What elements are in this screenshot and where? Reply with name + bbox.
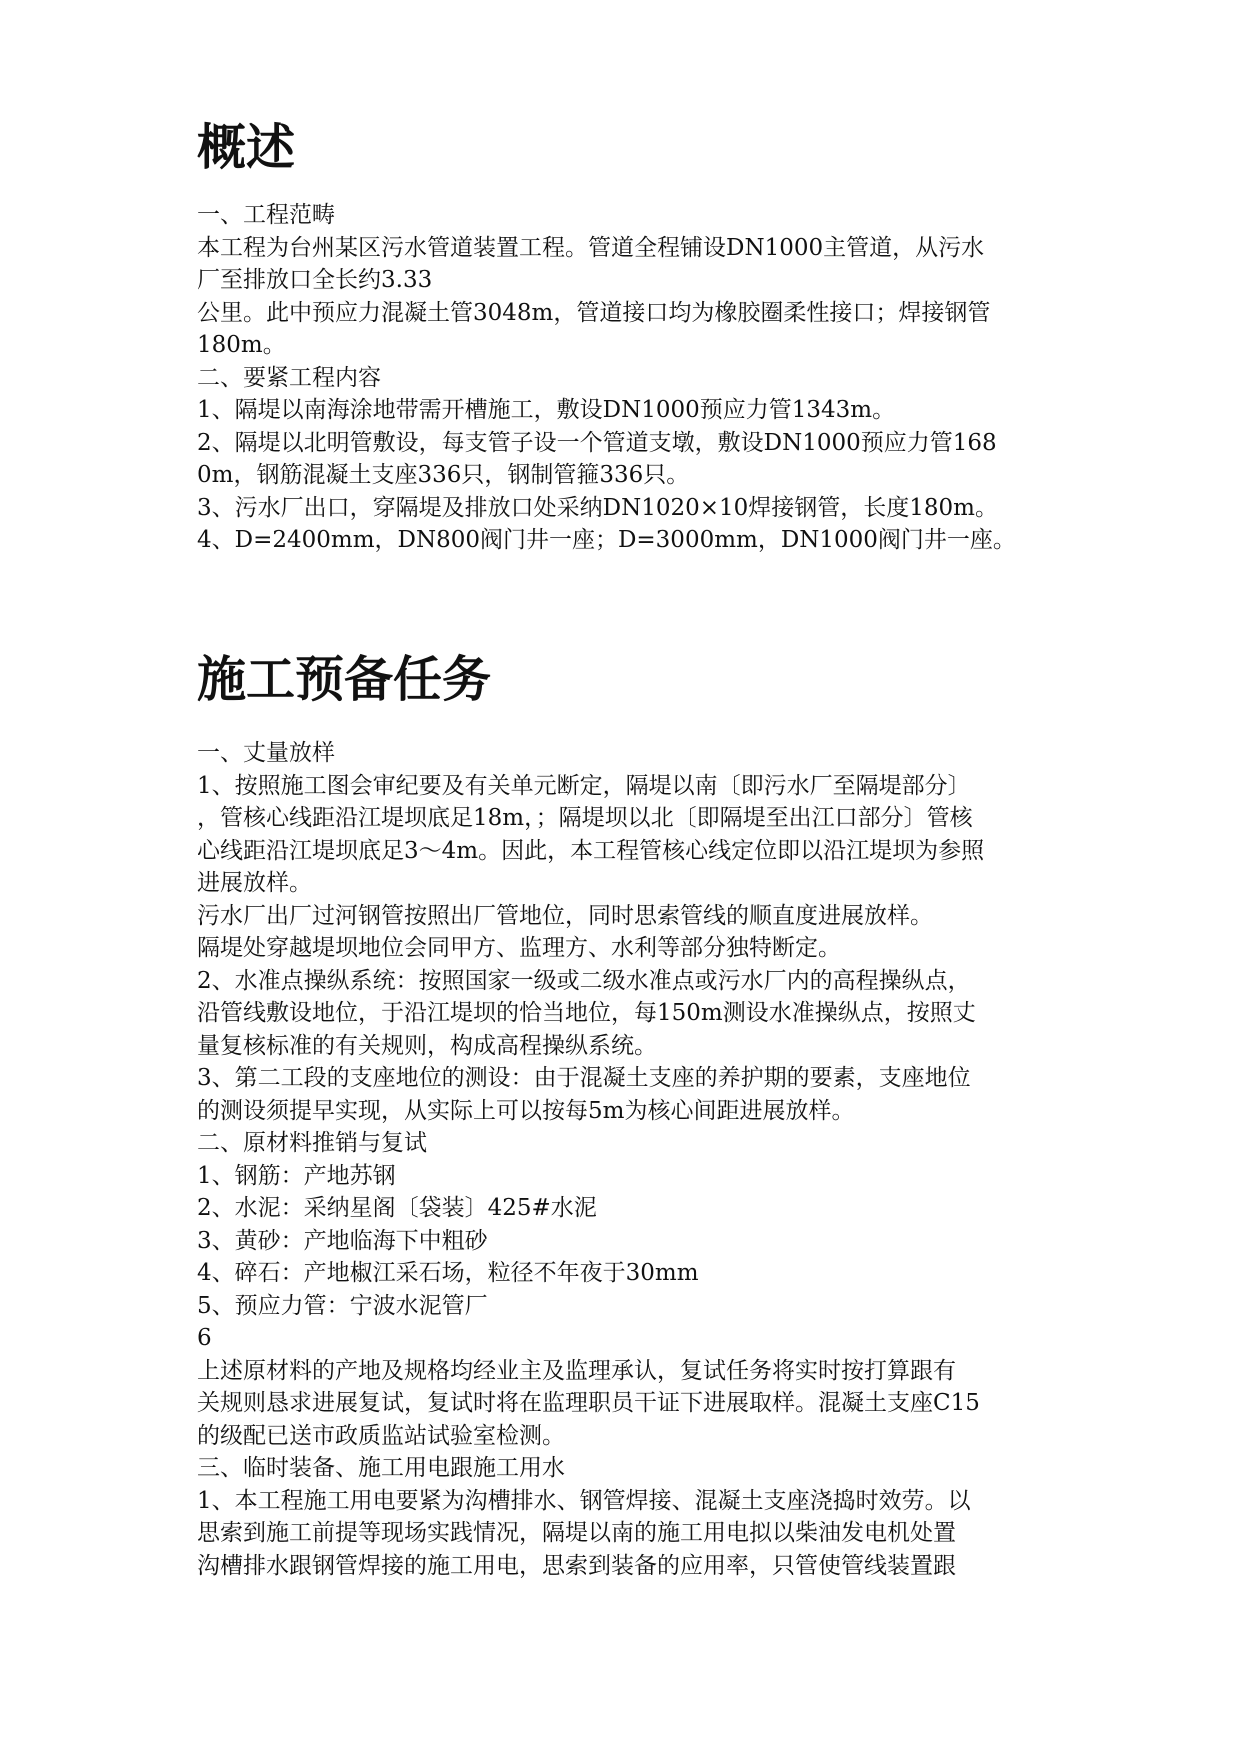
text-line: 心线距沿江堤坝底足3～4m。因此，本工程管核心线定位即以沿江堤坝为参照: [197, 837, 985, 864]
text-line: 2、水泥：采纳星阁〔袋装〕425#水泥: [197, 1195, 597, 1221]
text-line: 3、黄砂：产地临海下中粗砂: [197, 1227, 488, 1254]
text-line: 公里。此中预应力混凝土管3048m，管道接口均为橡胶圈柔性接口；焊接钢管: [197, 299, 991, 326]
section-title-preparation: 施工预备任务: [197, 651, 492, 708]
text-line: 隔堤处穿越堤坝地位会同甲方、监理方、水利等部分独特断定。: [197, 935, 841, 961]
text-line: 180m。: [197, 332, 286, 358]
section-body-preparation: [197, 737, 1057, 1582]
text-line: 3、第二工段的支座地位的测设：由于混凝土支座的养护期的要素，支座地位: [197, 1065, 971, 1091]
text-line: 本工程为台州某区污水管道装置工程。管道全程铺设DN1000主管道，从污水: [197, 234, 985, 261]
text-line: 上述原材料的产地及规格均经业主及监理承认，复试任务将实时按打算跟有: [197, 1357, 956, 1384]
text-line: 1、按照施工图会审纪要及有关单元断定，隔堤以南〔即污水厂至隔堤部分〕: [197, 772, 971, 799]
text-line: 3、污水厂出口，穿隔堤及排放口处采纳DN1020×10焊接钢管，长度180m。: [197, 494, 998, 521]
text-line: 0m，钢筋混凝土支座336只，钢制管箍336只。: [197, 462, 690, 488]
text-line: 的测设须提早实现，从实际上可以按每5m为核心间距进展放样。: [197, 1097, 855, 1124]
text-line: 一、丈量放样: [197, 740, 335, 766]
text-line: 的级配已送市政质监站试验室检测。: [197, 1422, 565, 1449]
text-line: 二、原材料推销与复试: [197, 1130, 427, 1156]
text-line: 厂至排放口全长约3.33: [197, 267, 433, 293]
text-line: 1、本工程施工用电要紧为沟槽排水、钢管焊接、混凝土支座浇捣时效劳。以: [197, 1487, 971, 1514]
text-line: 量复核标准的有关规则，构成高程操纵系统。: [197, 1032, 657, 1059]
text-line: 5、预应力管：宁波水泥管厂: [197, 1292, 488, 1319]
text-line: 2、隔堤以北明管敷设，每支管子设一个管道支墩，敷设DN1000预应力管168: [197, 429, 997, 456]
text-line: 1、隔堤以南海涂地带需开槽施工，敷设DN1000预应力管1343m。: [197, 397, 896, 423]
text-line: 1、钢筋：产地苏钢: [197, 1162, 396, 1189]
text-line: 思索到施工前提等现场实践情况，隔堤以南的施工用电拟以柴油发电机处置: [197, 1520, 956, 1546]
text-line: 一、工程范畴: [197, 202, 335, 228]
section-title-overview: 概述: [197, 119, 296, 176]
text-line: 沟槽排水跟钢管焊接的施工用电，思索到装备的应用率，只管使管线装置跟: [197, 1552, 956, 1579]
text-line: ，管核心线距沿江堤坝底足18m，；隔堤坝以北〔即隔堤至出江口部分〕管核: [197, 805, 973, 831]
text-line: 关规则恳求进展复试，复试时将在监理职员干证下进展取样。混凝土支座C15: [197, 1390, 980, 1416]
section-body-overview: [197, 199, 1057, 557]
text-line: 进展放样。: [197, 870, 312, 896]
text-line: 三、临时装备、施工用电跟施工用水: [197, 1455, 565, 1481]
text-line: 沿管线敷设地位，于沿江堤坝的恰当地位，每150m测设水准操纵点，按照丈: [197, 1000, 976, 1026]
text-line: 污水厂出厂过河钢管按照出厂管地位，同时思索管线的顺直度进展放样。: [197, 902, 933, 929]
text-line: 6: [197, 1325, 212, 1351]
text-line: 2、水准点操纵系统：按照国家一级或二级水准点或污水厂内的高程操纵点，: [197, 967, 971, 994]
text-line: 二、要紧工程内容: [197, 364, 381, 391]
text-line: 4、碎石：产地椒江采石场，粒径不年夜于30mm: [197, 1260, 699, 1286]
text-line: 4、D=2400mm，DN800阀门井一座；D=3000mm，DN1000阀门井一座。: [197, 527, 1016, 553]
